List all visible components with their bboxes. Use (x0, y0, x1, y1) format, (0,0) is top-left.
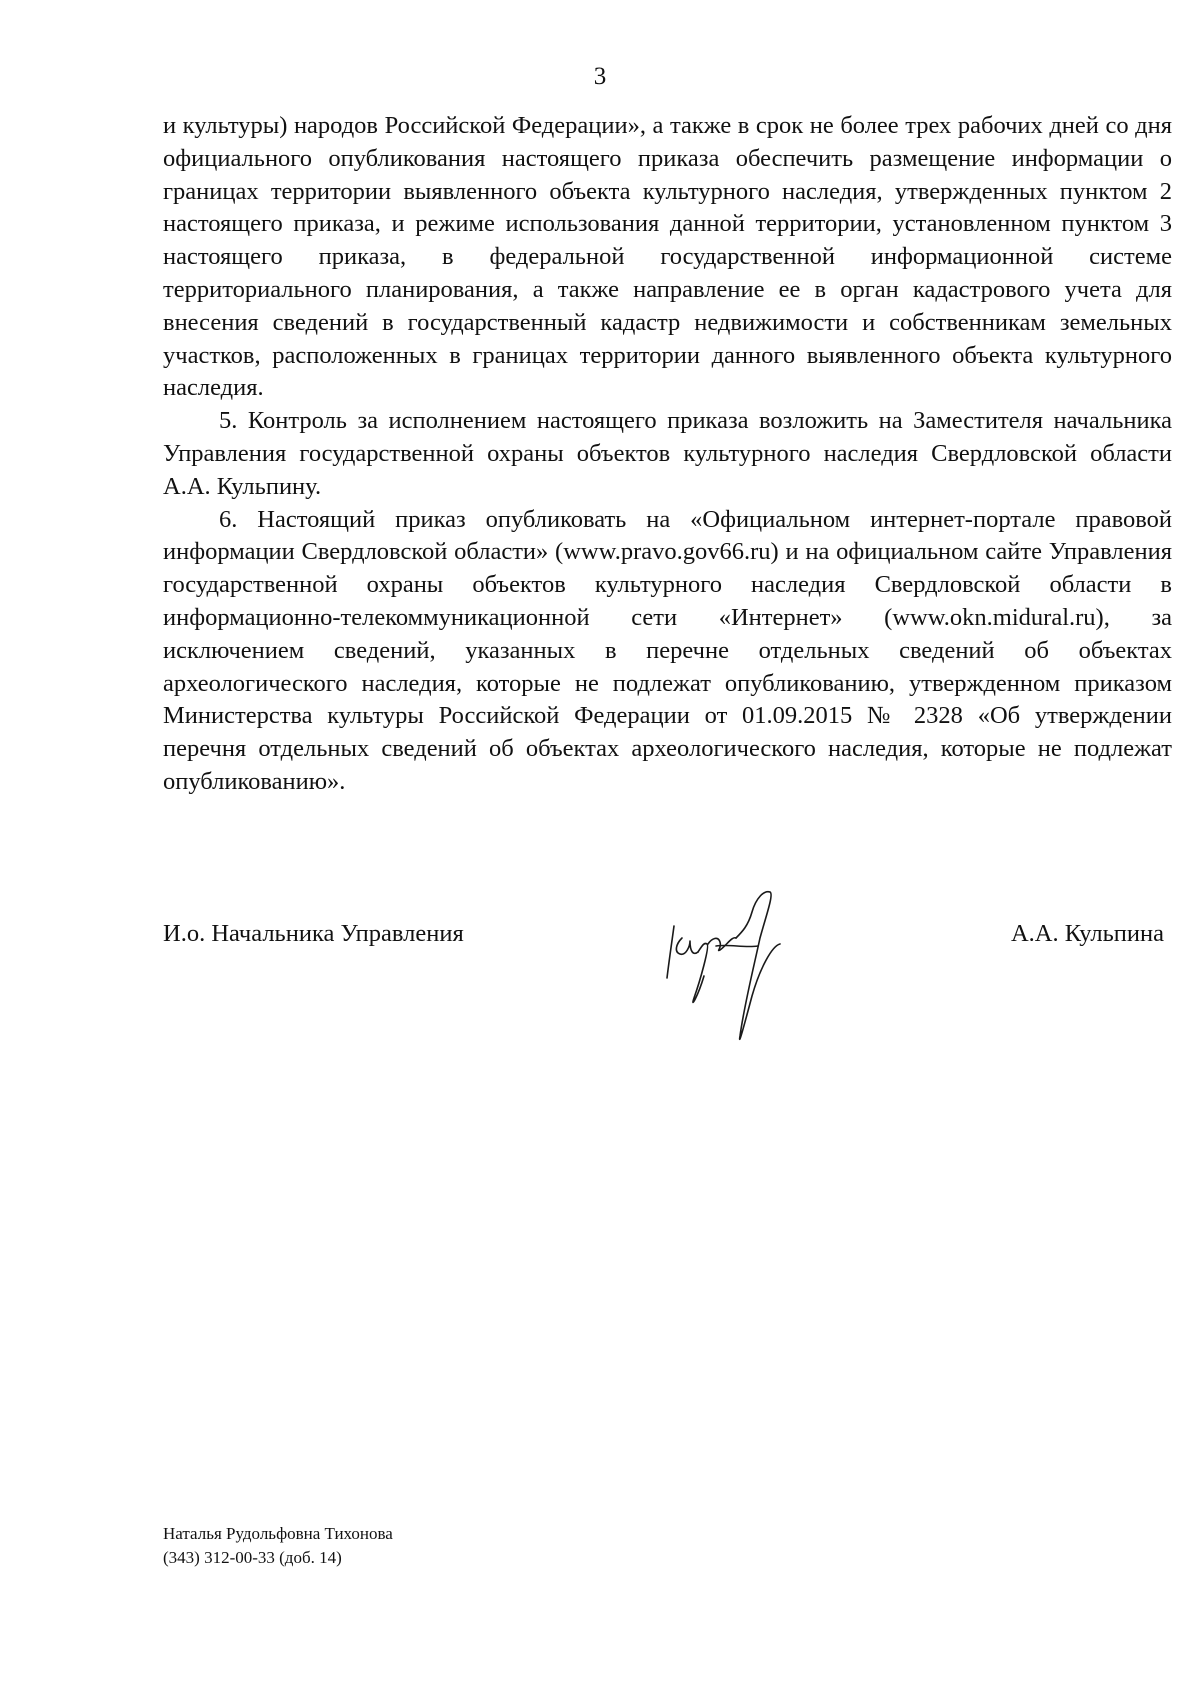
page-number: 3 (593, 63, 607, 90)
paragraph-6: 6. Настоящий приказ опубликовать на «Официальном интернет-портале правовой информации Свердловской области» (www.pravo.gov66.ru) и на официальном сайте Управления государственной охраны объектов культурного наследия Свердловской области в информационно-телекоммуникационной сети «Интернет» (www.okn.midural.ru), за исключением сведений, указанных в перечне отдельных сведений об объектах археологического наследия, которые не подлежат опубликованию, утвержденном приказом Министерства культуры Российской Федерации от 01.09.2015 № 2328 «Об утверждении перечня отдельных сведений об объектах археологического наследия, которые не подлежат опубликованию». (163, 505, 1172, 795)
document-body (163, 110, 1172, 799)
handwritten-signature (660, 886, 820, 1051)
contact-block (163, 1522, 393, 1570)
signer-name: А.А. Кульпина (1010, 920, 1164, 947)
contact-phone: (343) 312-00-33 (доб. 14) (163, 1548, 342, 1567)
paragraph-continuation: и культуры) народов Российской Федерации», а также в срок не более трех рабочих дней со дня официального опубликования настоящего приказа обеспечить размещение информации о границах территории выявленного объекта культурного наследия, утвержденных пунктом 2 настоящего приказа, и режиме использования данной территории, установленном пунктом 3 настоящего приказа, в федеральной государственной информационной системе территориального планирования, а также направление ее в орган кадастрового учета для внесения сведений в государственный кадастр недвижимости и собственникам земельных участков, расположенных в границах территории данного выявленного объекта культурного наследия. (163, 112, 1172, 402)
contact-name: Наталья Рудольфовна Тихонова (163, 1524, 393, 1543)
paragraph-5: 5. Контроль за исполнением настоящего приказа возложить на Заместителя начальника Управления государственной охраны объектов культурного наследия Свердловской области А.А. Кульпину. (163, 407, 1172, 500)
signer-title: И.о. Начальника Управления (163, 920, 464, 947)
